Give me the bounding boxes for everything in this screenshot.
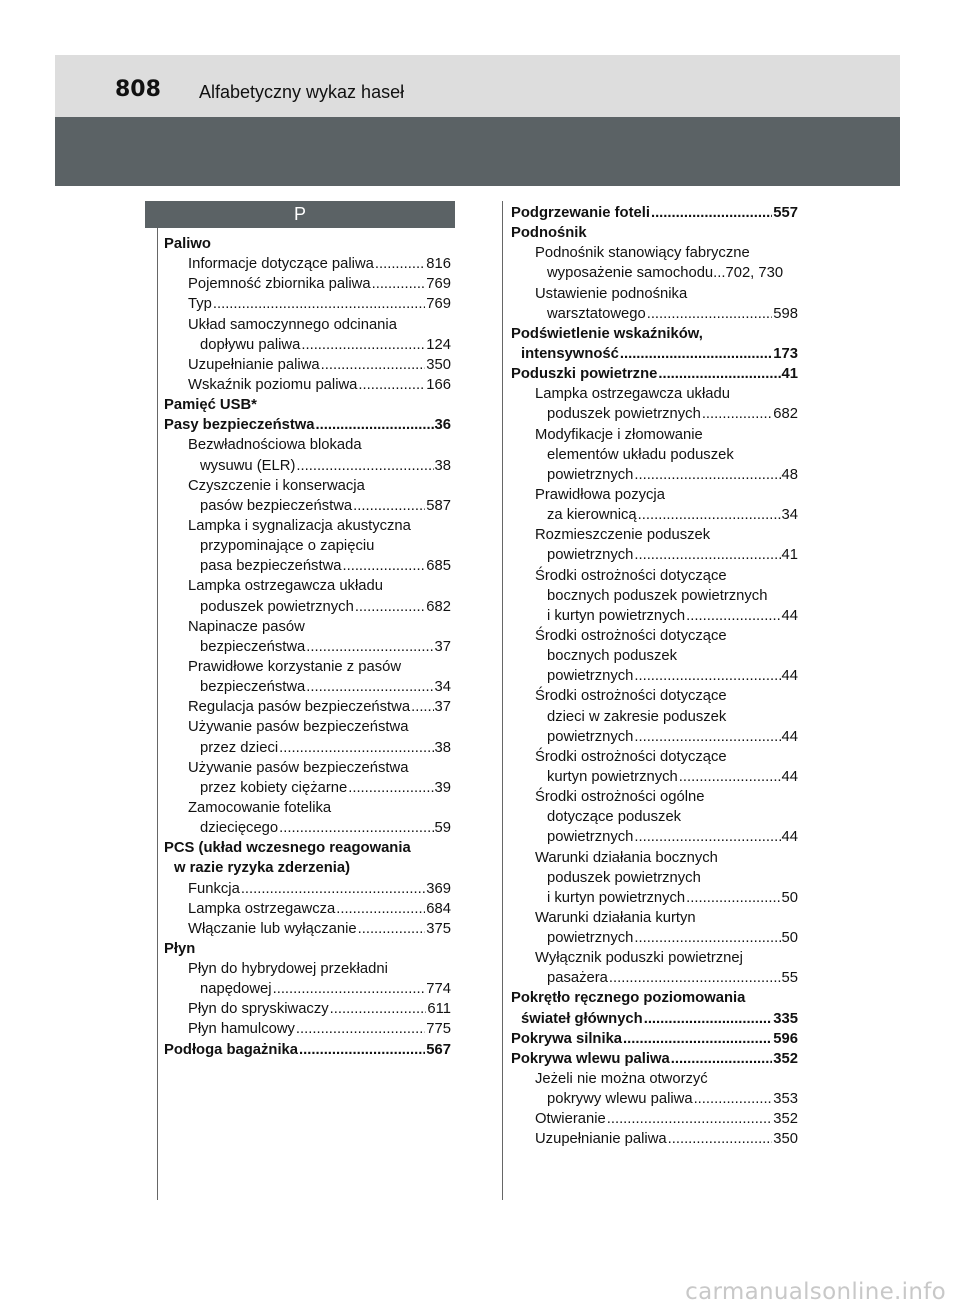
index-entry [511, 747, 798, 767]
index-entry-page: 34 [434, 679, 451, 696]
index-entry [164, 858, 451, 878]
index-entry [511, 606, 798, 626]
index-entry [164, 294, 451, 314]
index-entry-page: 375 [426, 920, 451, 937]
index-entry-text: powietrznych [547, 829, 634, 846]
index-entry-text: Prawidłowa pozycja [535, 486, 665, 503]
index-entry-text: Uzupełnianie paliwa [535, 1131, 667, 1148]
leader-dots [634, 545, 780, 565]
index-entry [164, 254, 451, 274]
index-entry-text: przypominające o zapięciu [200, 538, 375, 555]
index-entry-text: dziecięcego [200, 820, 279, 837]
index-entry [164, 375, 451, 395]
index-entry-text: poduszek powietrznych [547, 869, 701, 886]
leader-dots [634, 727, 780, 747]
index-entry [164, 415, 451, 435]
index-entry-page: 166 [426, 376, 451, 393]
index-entry-text: Środki ostrożności dotyczące [535, 748, 727, 765]
index-entry-text: Płyn do hybrydowej przekładni [188, 961, 388, 978]
index-entry [164, 677, 451, 697]
index-entry [511, 1089, 798, 1109]
index-entry [511, 1129, 798, 1149]
index-entry-page: 39 [434, 779, 451, 796]
index-entry-page: 352 [773, 1111, 798, 1128]
index-entry-page: 38 [434, 457, 451, 474]
index-entry-text: Uzupełnianie paliwa [188, 356, 320, 373]
index-entry-text: powietrznych [547, 668, 634, 685]
index-entry-text: Płyn [164, 940, 196, 957]
index-entry-page: 685 [426, 558, 451, 575]
index-entry-text: dopływu paliwa [200, 336, 301, 353]
page-number: 808 [115, 77, 161, 102]
leader-dots [647, 304, 773, 324]
index-entry-text: Bezwładnościowa blokada [188, 437, 362, 454]
index-entry [164, 637, 451, 657]
index-entry-text: dzieci w zakresie poduszek [547, 708, 727, 725]
index-entry-text: PCS (układ wczesnego reagowania [164, 840, 411, 857]
section-letter-bar: P [145, 201, 455, 228]
index-entry-text: Pokrętło ręcznego poziomowania [511, 990, 746, 1007]
index-entry-text: Warunki działania bocznych [535, 849, 718, 866]
index-entry-page: 50 [781, 889, 798, 906]
index-entry [511, 1049, 798, 1069]
index-entry-page: 173 [773, 345, 798, 362]
index-entry [511, 1069, 798, 1089]
index-entry-page: 352 [773, 1050, 798, 1067]
index-entry-text: Jeżeli nie można otworzyć [535, 1071, 708, 1088]
leader-dots [375, 254, 425, 274]
index-entry-text: Płyn do spryskiwaczy [188, 1001, 329, 1018]
leader-dots [644, 1009, 773, 1029]
leader-dots [321, 355, 426, 375]
leader-dots [273, 979, 426, 999]
leader-dots [306, 677, 433, 697]
index-entry-text: dotyczące poduszek [547, 809, 682, 826]
index-entry [511, 243, 798, 263]
index-entry-text: wyposażenie samochodu...702, 730 [547, 265, 784, 282]
index-entry-page: 369 [426, 880, 451, 897]
index-entry [164, 798, 451, 818]
index-entry [164, 456, 451, 476]
index-entry [511, 223, 798, 243]
index-entry [164, 274, 451, 294]
index-entry [164, 999, 451, 1019]
index-entry-page: 557 [773, 205, 798, 221]
index-entry [511, 666, 798, 686]
leader-dots [296, 1019, 425, 1039]
index-entry [164, 818, 451, 838]
index-entry-text: Podłoga bagażnika [164, 1041, 299, 1058]
index-entry-text: pasażera [547, 970, 608, 987]
index-entry-text: Zamocowanie fotelika [188, 799, 332, 816]
index-entry-page: 44 [781, 728, 798, 745]
leader-dots [623, 1029, 772, 1049]
index-entry-text: Lampka ostrzegawcza [188, 900, 336, 917]
leader-dots [316, 415, 434, 435]
index-entry-text: Środki ostrożności dotyczące [535, 567, 727, 584]
index-entry [164, 335, 451, 355]
index-entry [164, 879, 451, 899]
index-entry-page: 50 [781, 930, 798, 947]
index-entry-page: 587 [426, 497, 451, 514]
leader-dots [330, 999, 427, 1019]
watermark: carmanualsonline.info [685, 1279, 946, 1305]
index-entry-text: bocznych poduszek [547, 648, 677, 665]
index-entry-text: Regulacja pasów bezpieczeństwa [188, 699, 411, 716]
index-entry-text: Funkcja [188, 880, 240, 897]
index-entry [164, 697, 451, 717]
leader-dots [634, 827, 780, 847]
index-entry-text: Układ samoczynnego odcinania [188, 316, 397, 333]
leader-dots [634, 465, 780, 485]
index-entry-text: Otwieranie [535, 1111, 606, 1128]
index-entry-text: napędowej [200, 981, 272, 998]
index-entry-page: 44 [781, 768, 798, 785]
index-entry-text: Paliwo [164, 236, 211, 252]
index-entry [164, 919, 451, 939]
leader-dots [651, 203, 772, 223]
leader-dots [241, 879, 425, 899]
index-entry-page: 567 [426, 1041, 451, 1058]
index-entry-text: Lampka ostrzegawcza układu [188, 578, 383, 595]
index-entry-text: Prawidłowe korzystanie z pasów [188, 658, 402, 675]
leader-dots [348, 778, 433, 798]
index-entry-text: warsztatowego [547, 305, 646, 322]
index-entry-page: 44 [781, 668, 798, 685]
index-entry-text: poduszek powietrznych [200, 598, 354, 615]
index-entry [511, 404, 798, 424]
index-entry-text: kurtyn powietrznych [547, 768, 678, 785]
page-title: Alfabetyczny wykaz haseł [199, 82, 405, 102]
index-entry [511, 968, 798, 988]
index-entry-page: 611 [427, 1001, 451, 1018]
index-entry [511, 566, 798, 586]
index-entry-text: Używanie pasów bezpieczeństwa [188, 719, 409, 736]
index-entry-text: Pasy bezpieczeństwa [164, 417, 315, 434]
index-entry-text: Środki ostrożności dotyczące [535, 627, 727, 644]
index-entry [164, 576, 451, 596]
index-entry [164, 556, 451, 576]
index-entry-text: Podświetlenie wskaźników, [511, 325, 703, 342]
index-entry [511, 1029, 798, 1049]
index-entry-text: w razie ryzyka zderzenia) [174, 860, 351, 877]
index-entry [164, 838, 451, 858]
leader-dots [296, 456, 433, 476]
index-entry [511, 787, 798, 807]
index-entry-text: powietrznych [547, 930, 634, 947]
index-entry-page: 769 [426, 296, 451, 313]
index-entry [511, 203, 798, 223]
index-entry [164, 476, 451, 496]
leader-dots [668, 1129, 773, 1149]
index-entry-text: Wyłącznik poduszki powietrznej [535, 950, 743, 967]
index-entry-text: powietrznych [547, 466, 634, 483]
index-entry [164, 395, 451, 415]
index-entry [164, 234, 451, 254]
header-band [55, 55, 900, 117]
index-column-right [511, 203, 798, 1150]
index-entry-text: intensywność [521, 345, 619, 362]
index-entry-page: 598 [773, 305, 798, 322]
leader-dots [279, 818, 433, 838]
index-entry-text: bezpieczeństwa [200, 638, 306, 655]
index-entry [511, 485, 798, 505]
index-entry-text: Środki ostrożności ogólne [535, 789, 705, 806]
index-entry-text: wysuwu (ELR) [200, 457, 296, 474]
index-entry [511, 364, 798, 384]
index-entry-text: przez dzieci [200, 739, 279, 756]
index-entry-text: Ustawienie podnośnika [535, 285, 688, 302]
index-entry-text: Środki ostrożności dotyczące [535, 688, 727, 705]
index-entry-text: elementów układu poduszek [547, 446, 734, 463]
index-entry-text: Pokrywa silnika [511, 1030, 623, 1047]
index-entry-text: Modyfikacje i złomowanie [535, 426, 703, 443]
leader-dots [358, 375, 425, 395]
index-entry-page: 684 [426, 900, 451, 917]
leader-dots [638, 505, 781, 525]
index-entry [511, 948, 798, 968]
index-entry [164, 959, 451, 979]
index-entry-text: przez kobiety ciężarne [200, 779, 348, 796]
left-column-rule [157, 228, 158, 1200]
index-entry-text: Typ [188, 296, 212, 313]
header-dark-band [55, 117, 900, 186]
leader-dots [702, 404, 772, 424]
index-entry-page: 335 [773, 1010, 798, 1027]
index-entry-text: świateł głównych [521, 1010, 643, 1027]
index-entry-text: Napinacze pasów [188, 618, 305, 635]
index-entry [164, 536, 451, 556]
index-entry [511, 807, 798, 827]
leader-dots [686, 606, 780, 626]
index-entry [511, 707, 798, 727]
leader-dots [372, 274, 426, 294]
leader-dots [609, 968, 781, 988]
index-entry [511, 646, 798, 666]
index-entry-text: poduszek powietrznych [547, 406, 701, 423]
index-entry [511, 686, 798, 706]
index-entry-text: Pokrywa wlewu paliwa [511, 1050, 670, 1067]
index-entry-page: 124 [426, 336, 451, 353]
leader-dots [634, 666, 780, 686]
index-entry [511, 445, 798, 465]
leader-dots [679, 767, 781, 787]
index-entry [511, 626, 798, 646]
index-entry-page: 816 [426, 256, 451, 273]
index-entry [164, 496, 451, 516]
leader-dots [694, 1089, 773, 1109]
index-entry [164, 617, 451, 637]
index-entry [164, 899, 451, 919]
index-entry [511, 465, 798, 485]
index-entry-page: 774 [426, 981, 451, 998]
index-entry-page: 41 [781, 547, 798, 564]
leader-dots [358, 919, 426, 939]
index-entry-text: pasa bezpieczeństwa [200, 558, 342, 575]
index-entry [511, 586, 798, 606]
index-entry-page: 44 [781, 607, 798, 624]
index-entry-text: Informacje dotyczące paliwa [188, 256, 374, 273]
index-entry [164, 435, 451, 455]
index-entry [164, 597, 451, 617]
index-entry [164, 1040, 451, 1060]
leader-dots [634, 928, 780, 948]
index-entry-page: 41 [781, 366, 798, 383]
index-entry-text: powietrznych [547, 547, 634, 564]
index-entry [511, 1009, 798, 1029]
index-entry-text: Włączanie lub wyłączanie [188, 920, 357, 937]
index-entry-text: Używanie pasów bezpieczeństwa [188, 759, 409, 776]
index-entry [164, 315, 451, 335]
index-entry [511, 928, 798, 948]
right-column-rule [502, 201, 503, 1200]
index-entry-text: powietrznych [547, 728, 634, 745]
index-entry-text: Podnośnik [511, 225, 587, 242]
leader-dots [213, 294, 425, 314]
index-entry-text: Rozmieszczenie poduszek [535, 527, 711, 544]
leader-dots [353, 496, 425, 516]
leader-dots [355, 597, 425, 617]
leader-dots [301, 335, 425, 355]
leader-dots [411, 697, 433, 717]
index-entry [164, 738, 451, 758]
index-entry-page: 36 [434, 417, 451, 434]
index-entry [164, 717, 451, 737]
index-entry [164, 1019, 451, 1039]
leader-dots [336, 899, 425, 919]
index-entry-page: 769 [426, 276, 451, 293]
index-entry-text: i kurtyn powietrznych [547, 607, 686, 624]
index-entry-text: Lampka i sygnalizacja akustyczna [188, 517, 411, 534]
index-entry-text: Poduszki powietrzne [511, 366, 658, 383]
index-entry-text: Podnośnik stanowiący fabryczne [535, 245, 750, 262]
index-entry [511, 908, 798, 928]
leader-dots [342, 556, 425, 576]
index-entry-page: 37 [434, 699, 451, 716]
index-entry [164, 778, 451, 798]
index-entry-text: Warunki działania kurtyn [535, 909, 696, 926]
index-entry-text: Płyn hamulcowy [188, 1021, 295, 1038]
leader-dots [686, 888, 780, 908]
leader-dots [279, 738, 433, 758]
index-entry [511, 505, 798, 525]
index-entry [511, 827, 798, 847]
index-entry [511, 304, 798, 324]
index-entry [511, 425, 798, 445]
index-entry [511, 727, 798, 747]
index-entry [511, 525, 798, 545]
index-entry-text: za kierownicą [547, 507, 637, 524]
index-entry-page: 596 [773, 1030, 798, 1047]
index-entry-text: Podgrzewanie foteli [511, 205, 650, 221]
index-entry-page: 775 [426, 1021, 451, 1038]
leader-dots [658, 364, 780, 384]
leader-dots [607, 1109, 773, 1129]
index-entry-text: Wskaźnik poziomu paliwa [188, 376, 358, 393]
index-entry-text: bezpieczeństwa [200, 679, 306, 696]
index-entry-text: Czyszczenie i konserwacja [188, 477, 365, 494]
index-entry [164, 939, 451, 959]
leader-dots [671, 1049, 773, 1069]
index-entry-page: 44 [781, 829, 798, 846]
index-entry [164, 979, 451, 999]
index-entry-page: 682 [773, 406, 798, 423]
index-entry-page: 59 [434, 820, 451, 837]
index-entry-page: 48 [781, 466, 798, 483]
index-entry-text: pasów bezpieczeństwa [200, 497, 353, 514]
index-entry [511, 284, 798, 304]
index-entry [511, 868, 798, 888]
leader-dots [299, 1040, 425, 1060]
index-entry-page: 37 [434, 638, 451, 655]
index-entry-page: 353 [773, 1091, 798, 1108]
index-entry-page: 38 [434, 739, 451, 756]
index-entry [164, 516, 451, 536]
index-entry [511, 263, 798, 283]
index-entry-text: i kurtyn powietrznych [547, 889, 686, 906]
index-entry [511, 344, 798, 364]
index-entry [511, 988, 798, 1008]
index-entry-page: 34 [781, 507, 798, 524]
index-entry-text: Lampka ostrzegawcza układu [535, 386, 730, 403]
index-entry-page: 350 [773, 1131, 798, 1148]
index-entry-text: pokrywy wlewu paliwa [547, 1091, 693, 1108]
index-entry [511, 888, 798, 908]
index-entry [164, 355, 451, 375]
index-column-left [164, 234, 451, 1060]
index-entry [511, 545, 798, 565]
index-entry [511, 384, 798, 404]
index-entry [511, 848, 798, 868]
index-entry [511, 1109, 798, 1129]
index-entry-page: 55 [781, 970, 798, 987]
index-entry [511, 324, 798, 344]
index-entry-text: Pamięć USB* [164, 397, 257, 414]
index-entry [164, 758, 451, 778]
index-entry-text: Pojemność zbiornika paliwa [188, 276, 371, 293]
index-entry-page: 350 [426, 356, 451, 373]
leader-dots [306, 637, 433, 657]
index-entry-page: 682 [426, 598, 451, 615]
index-entry [164, 657, 451, 677]
index-entry-text: bocznych poduszek powietrznych [547, 587, 768, 604]
index-entry [511, 767, 798, 787]
leader-dots [620, 344, 772, 364]
